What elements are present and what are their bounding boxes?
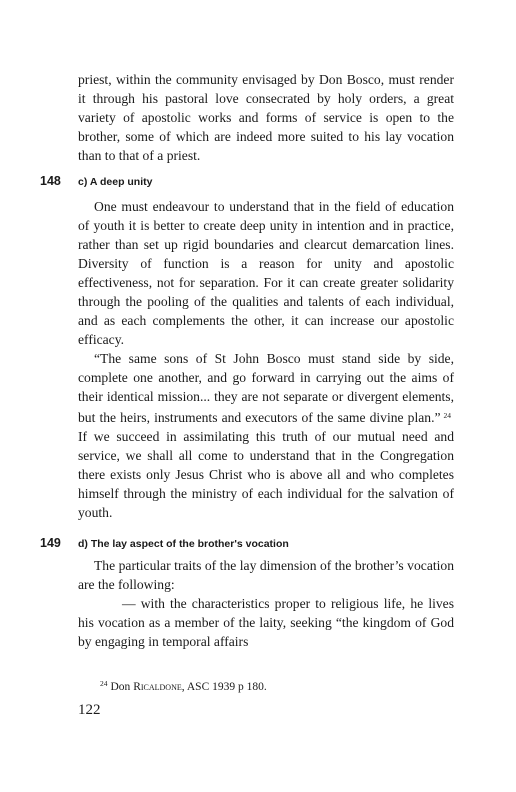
quote-text: “The same sons of St John Bosco must stand side by side, complete one another, and go forward in carrying out the aims of their identical mission... they are not separate or divergent elements, but the heirs, instruments and executors of the same divine plan.” (78, 351, 454, 425)
footnote-reference: 24 (443, 411, 451, 420)
section-number-149: 149 (40, 536, 61, 550)
paragraph-149-2: — with the characteristics proper to religious life, he lives his vocation as a member of the laity, seeking “the kingdom of God by engaging in temporal affairs (78, 596, 454, 649)
paragraph-148-2 (78, 349, 454, 522)
footnote (100, 676, 440, 695)
footnote-author: Ricaldone (133, 681, 182, 693)
page-number: 122 (78, 702, 101, 718)
footnote-marker: 24 (100, 679, 108, 688)
paragraph-148-1: One must endeavour to understand that in the field of education of youth it is better to create deep unity in intention and in practice, rather than set up rigid boundaries and clearcut demarcation lines. Diversity of function is a reason for unity and apostolic effectiveness, not for separation. For it can create greater solidarity through the pooling of the qualities and talents of each individual, and as each complements the other, it can increase our apostolic efficacy. (78, 199, 454, 347)
section-heading-149: d) The lay aspect of the brother's vocation (78, 538, 289, 550)
footnote-prefix: Don (110, 681, 134, 693)
paragraph-148-2-continuation: If we succeed in assimilating this truth of our mutual need and service, we shall all come to understand that in the Congregation there exists only Jesus Christ who is above all and who completes himself through the ministry of each individual for the salvation of youth. (78, 429, 454, 520)
paragraph-149-1: The particular traits of the lay dimension of the brother’s vocation are the following: (78, 558, 454, 592)
footnote-source: , ASC 1939 p 180. (181, 681, 267, 693)
section-heading-148: c) A deep unity (78, 176, 153, 188)
section-number-148: 148 (40, 174, 61, 188)
paragraph-intro: priest, within the community envisaged by Don Bosco, must render it through his pastoral love consecrated by holy orders, a great variety of apostolic works and forms of service is open to the brother, some of which are indeed more suited to his lay vocation than to that of a priest. (78, 72, 454, 163)
